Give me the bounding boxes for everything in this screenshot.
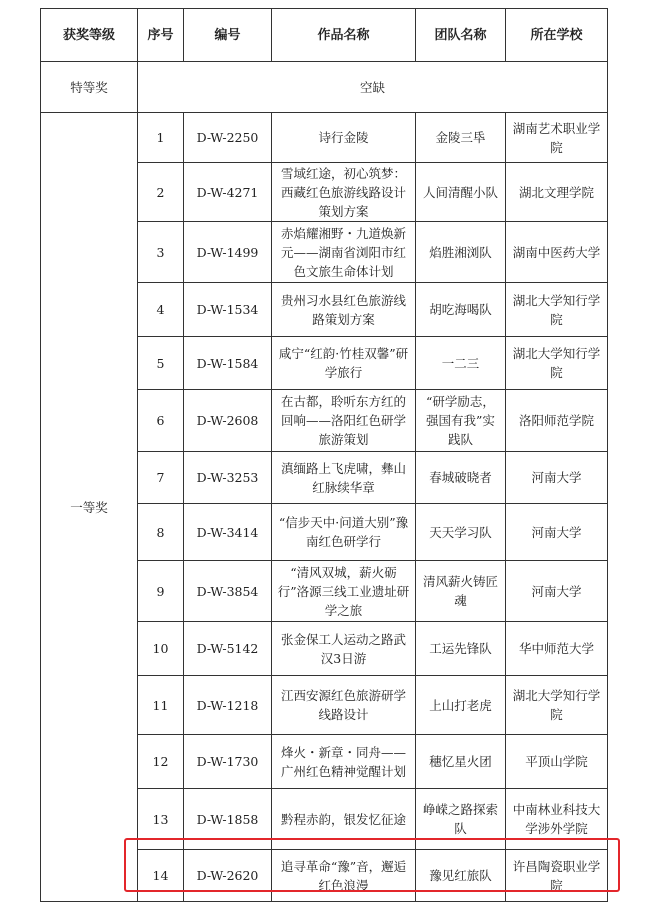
row-team: 清风薪火铸匠魂 xyxy=(416,561,506,622)
table-row xyxy=(41,113,608,163)
row-no: 6 xyxy=(138,390,184,452)
special-prize-vacant: 空缺 xyxy=(138,62,608,113)
row-no: 7 xyxy=(138,452,184,504)
row-team: “研学励志，强国有我”实践队 xyxy=(416,390,506,452)
row-school: 华中师范大学 xyxy=(506,622,608,676)
row-no: 5 xyxy=(138,337,184,390)
header-no: 序号 xyxy=(138,9,184,62)
row-no: 2 xyxy=(138,163,184,222)
header-grade: 获奖等级 xyxy=(41,9,138,62)
row-no: 11 xyxy=(138,676,184,735)
row-title: 黔程赤韵，银发忆征途 xyxy=(272,789,416,850)
row-title: “信步天中·问道大别”豫南红色研学行 xyxy=(272,504,416,561)
row-school: 河南大学 xyxy=(506,452,608,504)
row-code: D-W-2620 xyxy=(184,850,272,902)
row-code: D-W-5142 xyxy=(184,622,272,676)
row-no: 1 xyxy=(138,113,184,163)
row-team: 上山打老虎 xyxy=(416,676,506,735)
row-title: “清风双城，薪火砺行”洛源三线工业遗址研学之旅 xyxy=(272,561,416,622)
row-no: 3 xyxy=(138,222,184,283)
row-team: 峥嵘之路探索队 xyxy=(416,789,506,850)
row-code: D-W-2608 xyxy=(184,390,272,452)
row-code: D-W-3253 xyxy=(184,452,272,504)
row-team: 春城破晓者 xyxy=(416,452,506,504)
row-code: D-W-1584 xyxy=(184,337,272,390)
row-title: 烽火・新章・同舟——广州红色精神觉醒计划 xyxy=(272,735,416,789)
first-prize-label: 一等奖 xyxy=(41,113,138,902)
row-no: 10 xyxy=(138,622,184,676)
special-prize-label: 特等奖 xyxy=(41,62,138,113)
row-title: 在古都，聆听东方红的回响——洛阳红色研学旅游策划 xyxy=(272,390,416,452)
row-no: 14 xyxy=(138,850,184,902)
row-code: D-W-3854 xyxy=(184,561,272,622)
row-code: D-W-4271 xyxy=(184,163,272,222)
row-title: 咸宁“红韵·竹桂双馨”研学旅行 xyxy=(272,337,416,390)
row-school: 中南林业科技大学涉外学院 xyxy=(506,789,608,850)
row-title: 贵州习水县红色旅游线路策划方案 xyxy=(272,283,416,337)
row-school: 湖北大学知行学院 xyxy=(506,283,608,337)
row-school: 平顶山学院 xyxy=(506,735,608,789)
row-team: 穗忆星火团 xyxy=(416,735,506,789)
row-title: 雪域红途，初心筑梦：西藏红色旅游线路设计策划方案 xyxy=(272,163,416,222)
row-team: 金陵三氒 xyxy=(416,113,506,163)
row-team: 工运先锋队 xyxy=(416,622,506,676)
row-school: 湖北大学知行学院 xyxy=(506,337,608,390)
row-title: 赤焰耀湘野・九道焕新元——湖南省浏阳市红色文旅生命体计划 xyxy=(272,222,416,283)
row-title: 滇缅路上飞虎啸，彝山红脉续华章 xyxy=(272,452,416,504)
row-code: D-W-1534 xyxy=(184,283,272,337)
header-school: 所在学校 xyxy=(506,9,608,62)
row-team: 胡吃海喝队 xyxy=(416,283,506,337)
row-code: D-W-1730 xyxy=(184,735,272,789)
row-school: 湖南中医药大学 xyxy=(506,222,608,283)
header-code: 编号 xyxy=(184,9,272,62)
row-code: D-W-1218 xyxy=(184,676,272,735)
row-no: 4 xyxy=(138,283,184,337)
header-row xyxy=(41,9,608,62)
row-school: 湖北文理学院 xyxy=(506,163,608,222)
row-school: 河南大学 xyxy=(506,561,608,622)
row-title: 诗行金陵 xyxy=(272,113,416,163)
row-school: 河南大学 xyxy=(506,504,608,561)
row-title: 江西安源红色旅游研学线路设计 xyxy=(272,676,416,735)
row-school: 洛阳师范学院 xyxy=(506,390,608,452)
special-prize-row xyxy=(41,62,608,113)
row-code: D-W-2250 xyxy=(184,113,272,163)
row-title: 追寻革命“豫”音，邂逅红色浪漫 xyxy=(272,850,416,902)
row-school: 许昌陶瓷职业学院 xyxy=(506,850,608,902)
header-title: 作品名称 xyxy=(272,9,416,62)
row-team: 豫见红旅队 xyxy=(416,850,506,902)
row-team: 人间清醒小队 xyxy=(416,163,506,222)
row-team: 一二三 xyxy=(416,337,506,390)
row-no: 12 xyxy=(138,735,184,789)
row-title: 张金保工人运动之路武汉3日游 xyxy=(272,622,416,676)
row-team: 焰胜湘浏队 xyxy=(416,222,506,283)
row-school: 湖南艺术职业学院 xyxy=(506,113,608,163)
header-team: 团队名称 xyxy=(416,9,506,62)
row-team: 天天学习队 xyxy=(416,504,506,561)
row-no: 8 xyxy=(138,504,184,561)
row-school: 湖北大学知行学院 xyxy=(506,676,608,735)
row-no: 13 xyxy=(138,789,184,850)
row-code: D-W-3414 xyxy=(184,504,272,561)
row-no: 9 xyxy=(138,561,184,622)
row-code: D-W-1499 xyxy=(184,222,272,283)
row-code: D-W-1858 xyxy=(184,789,272,850)
awards-table xyxy=(40,8,608,902)
